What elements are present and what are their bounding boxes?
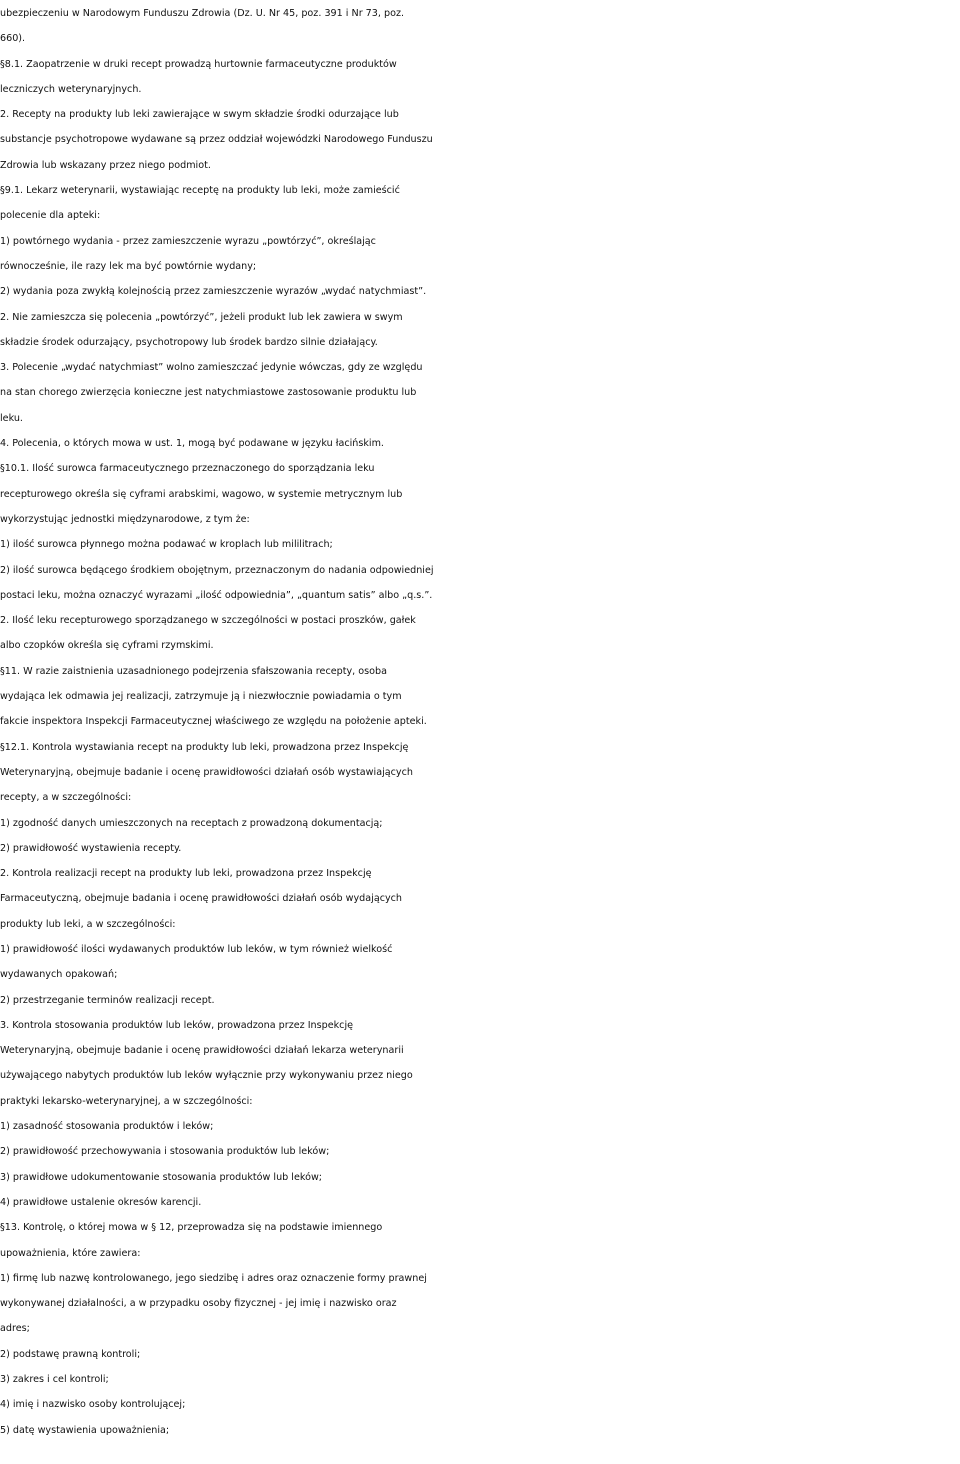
document-line: 1) ilość surowca płynnego można podawać w kroplach lub mililitrach;: [0, 539, 333, 551]
document-line: wykonywanej działalności, a w przypadku osoby fizycznej - jej imię i nazwisko oraz: [0, 1298, 397, 1310]
document-line: recepty, a w szczególności:: [0, 792, 132, 804]
document-line: wydawanych opakowań;: [0, 969, 118, 981]
document-line: ubezpieczeniu w Narodowym Funduszu Zdrowia (Dz. U. Nr 45, poz. 391 i Nr 73, poz.: [0, 8, 405, 19]
document-line: 2) przestrzeganie terminów realizacji recept.: [0, 994, 215, 1006]
document-line: równocześnie, ile razy lek ma być powtórnie wydany;: [0, 260, 257, 272]
document-line: 2. Ilość leku recepturowego sporządzanego w szczególności w postaci proszków, gałek: [0, 615, 416, 627]
document-line: składzie środek odurzający, psychotropowy lub środek bardzo silnie działający.: [0, 336, 378, 348]
document-line: §10.1. Ilość surowca farmaceutycznego przeznaczonego do sporządzania leku: [0, 463, 375, 475]
document-line: 2. Nie zamieszcza się polecenia „powtórzyć”, jeżeli produkt lub lek zawiera w swym: [0, 311, 403, 323]
document-line: Farmaceutyczną, obejmuje badania i ocenę prawidłowości działań osób wydających: [0, 893, 402, 905]
document-line: 660).: [0, 33, 26, 45]
document-line: wydająca lek odmawia jej realizacji, zatrzymuje ją i niezwłocznie powiadamia o tym: [0, 691, 402, 703]
document-line: upoważnienia, które zawiera:: [0, 1247, 141, 1259]
document-line: substancje psychotropowe wydawane są przez oddział wojewódzki Narodowego Funduszu: [0, 134, 433, 146]
document-line: §12.1. Kontrola wystawiania recept na produkty lub leki, prowadzona przez Inspekcję: [0, 741, 409, 753]
document-line: leku.: [0, 412, 23, 424]
document-line: 4. Polecenia, o których mowa w ust. 1, mogą być podawane w języku łacińskim.: [0, 438, 384, 450]
document-line: 3) zakres i cel kontroli;: [0, 1374, 109, 1386]
document-line: 2) prawidłowość wystawienia recepty.: [0, 842, 182, 854]
document-line: 3. Polecenie „wydać natychmiast” wolno zamieszczać jedynie wówczas, gdy ze względu: [0, 362, 423, 374]
document-line: 4) prawidłowe ustalenie okresów karencji.: [0, 1196, 202, 1208]
document-line: albo czopków określa się cyframi rzymskimi.: [0, 640, 214, 652]
document-line: 2) wydania poza zwykłą kolejnością przez zamieszczenie wyrazów „wydać natychmiast”.: [0, 286, 427, 298]
document-line: 5) datę wystawienia upoważnienia;: [0, 1424, 170, 1436]
document-line: 2) prawidłowość przechowywania i stosowania produktów lub leków;: [0, 1146, 330, 1158]
document-line: 3) prawidłowe udokumentowanie stosowania produktów lub leków;: [0, 1171, 323, 1183]
document-line: §9.1. Lekarz weterynarii, wystawiając receptę na produkty lub leki, może zamieścić: [0, 185, 400, 197]
document-line: 1) prawidłowość ilości wydawanych produktów lub leków, w tym również wielkość: [0, 943, 393, 955]
document-line: 2) ilość surowca będącego środkiem obojętnym, przeznaczonym do nadania odpowiedniej: [0, 564, 434, 576]
document-body-text: [0, 1, 960, 1443]
document-line: §8.1. Zaopatrzenie w druki recept prowadzą hurtownie farmaceutyczne produktów: [0, 58, 397, 70]
document-line: 4) imię i nazwisko osoby kontrolującej;: [0, 1399, 186, 1411]
document-line: 1) zgodność danych umieszczonych na receptach z prowadzoną dokumentacją;: [0, 817, 383, 829]
document-line: na stan chorego zwierzęcia konieczne jest natychmiastowe zastosowanie produktu lub: [0, 387, 417, 399]
document-line: Zdrowia lub wskazany przez niego podmiot.: [0, 159, 211, 171]
document-line: adres;: [0, 1323, 30, 1335]
document-line: produkty lub leki, a w szczególności:: [0, 918, 176, 930]
document-line: 2. Recepty na produkty lub leki zawierające w swym składzie środki odurzające lub: [0, 109, 399, 121]
document-line: postaci leku, można oznaczyć wyrazami „ilość odpowiednia”, „quantum satis” albo „q.s.”.: [0, 589, 433, 601]
document-line: 2. Kontrola realizacji recept na produkty lub leki, prowadzona przez Inspekcję: [0, 868, 372, 880]
document-line: fakcie inspektora Inspekcji Farmaceutycznej właściwego ze względu na położenie apteki.: [0, 716, 427, 728]
document-line: 1) powtórnego wydania - przez zamieszczenie wyrazu „powtórzyć”, określając: [0, 235, 376, 247]
document-line: 1) zasadność stosowania produktów i leków;: [0, 1121, 214, 1133]
document-line: recepturowego określa się cyframi arabskimi, wagowo, w systemie metrycznym lub: [0, 488, 403, 500]
document-line: 3. Kontrola stosowania produktów lub leków, prowadzona przez Inspekcję: [0, 1019, 354, 1031]
document-line: 2) podstawę prawną kontroli;: [0, 1348, 141, 1360]
document-line: Weterynaryjną, obejmuje badanie i ocenę prawidłowości działań lekarza weterynarii: [0, 1045, 404, 1057]
document-line: praktyki lekarsko-weterynaryjnej, a w szczególności:: [0, 1095, 253, 1107]
document-line: 1) firmę lub nazwę kontrolowanego, jego siedzibę i adres oraz oznaczenie formy prawnej: [0, 1272, 427, 1284]
document-line: Weterynaryjną, obejmuje badanie i ocenę prawidłowości działań osób wystawiających: [0, 766, 413, 778]
document-line: używającego nabytych produktów lub leków wyłącznie przy wykonywaniu przez niego: [0, 1070, 413, 1082]
document-line: polecenie dla apteki:: [0, 210, 101, 222]
document-line: wykorzystując jednostki międzynarodowe, z tym że:: [0, 513, 250, 525]
document-line: leczniczych weterynaryjnych.: [0, 83, 142, 95]
document-line: §11. W razie zaistnienia uzasadnionego podejrzenia sfałszowania recepty, osoba: [0, 665, 387, 677]
document-line: §13. Kontrolę, o której mowa w § 12, przeprowadza się na podstawie imiennego: [0, 1222, 383, 1234]
